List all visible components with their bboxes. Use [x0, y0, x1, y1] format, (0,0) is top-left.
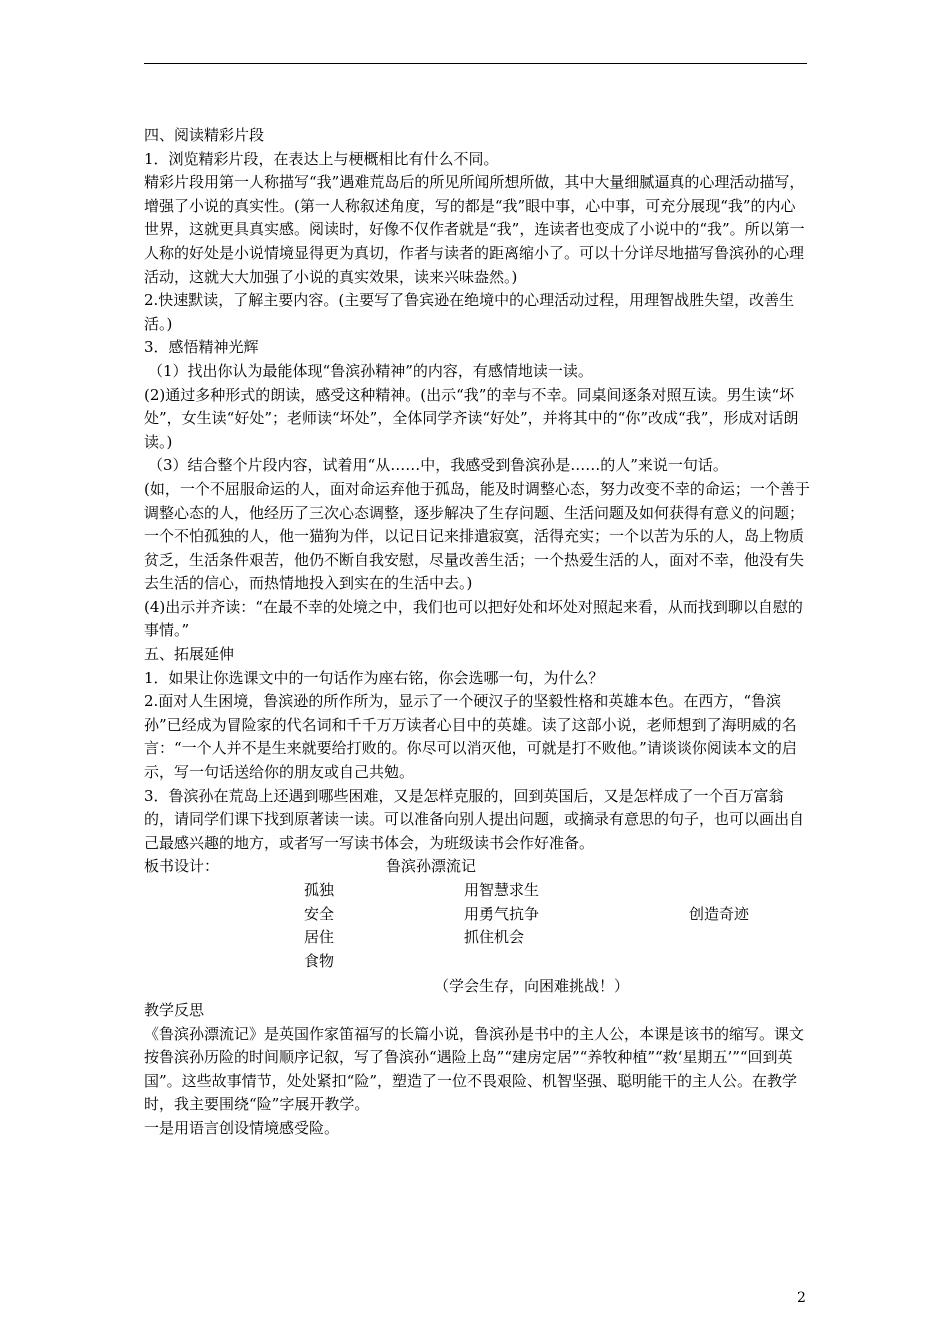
header-rule — [144, 63, 807, 64]
board-col1-item: 食物 — [304, 951, 335, 970]
section4-heading: 四、阅读精彩片段 — [144, 126, 265, 144]
board-col2-item: 用勇气抗争 — [464, 904, 540, 923]
document-body — [144, 124, 810, 1141]
board-col2-item: 用智慧求生 — [464, 881, 540, 899]
board-col3-item: 创造奇迹 — [689, 904, 750, 923]
section4-item3-heading: 3．感悟精神光辉 — [144, 338, 259, 357]
reflection-heading: 教学反思 — [144, 1001, 205, 1019]
board-col1-item: 居住 — [304, 928, 335, 947]
blackboard-design — [144, 855, 810, 975]
section4-item1-answer: 精彩片段用第一人称描写“我”遇难荒岛后的所见所闻所想所做，其中大量细腻逼真的心理活动描写，增强了小说的真实性。(第一人称叙述角度，写的都是“我”眼中事，心中事，可充分展现“我”的内心世界，这就更具真实感。阅读时，好像不仅作者就是“我”，连读者也变成了小说中的“我”。所以第一人称的好处是小说情境显得更为真切，作者与读者的距离缩小了。可以十分详尽地描写鲁滨孙的心理活动，这就大大加强了小说的真实效果，读来兴味盎然。) — [144, 173, 805, 286]
section5-heading: 五、拓展延伸 — [144, 645, 235, 664]
section4-item1-question: 1．浏览精彩片段，在表达上与梗概相比有什么不同。 — [144, 149, 499, 168]
board-col1-item: 安全 — [304, 904, 335, 923]
section5-item2: 2.面对人生困境，鲁滨逊的所作所为，显示了一个硬汉子的坚毅性格和英雄本色。在西方，“鲁滨孙”已经成为冒险家的代名词和千千万万读者心目中的英雄。读了这部小说，老师想到了海明威的名言：“一个人并不是生来就要给打败的。你尽可以消灭他，可就是打不败他。”请谈谈你阅读本文的启示，写一句话送给你的朋友或自己共勉。 — [144, 692, 797, 782]
reflection-para1: 《鲁滨孙漂流记》是英国作家笛福写的长篇小说，鲁滨孙是书中的主人公，本课是该书的缩写。课文按鲁滨孙历险的时间顺序记叙，写了鲁滨孙“遇险上岛”“建房定居”“养牧种植”“救‘星期五’”“回到英国”。这些故事情节，处处紧扣“险”，塑造了一位不畏艰险、机智坚强、聪明能干的主人公。在教学时，我主要围绕“险”字展开教学。 — [144, 1024, 805, 1114]
section4-item3-3-example: (如，一个不屈服命运的人，面对命运弃他于孤岛，能及时调整心态，努力改变不幸的命运；一个善于调整心态的人，他经历了三次心态调整，逐步解决了生存问题、生活问题及如何获得有意义的问题；一个不怕孤独的人，他一猫狗为伴，以记日记来排遣寂寞，活得充实；一个以苦为乐的人，岛上物质贫乏，生活条件艰苦，他仍不断自我安慰，尽量改善生活；一个热爱生活的人，面对不幸，他没有失去生活的信心，而热情地投入到实在的生活中去。) — [144, 479, 810, 593]
board-slogan: （学会生存，向困难挑战！） — [434, 977, 630, 996]
reflection-para2: 一是用语言创设情境感受险。 — [144, 1118, 340, 1137]
section4-item3-3: （3）结合整个片段内容，试着用“从……中，我感受到鲁滨孙是……的人”来说一句话。 — [148, 456, 728, 475]
board-col2-item: 抓住机会 — [464, 928, 525, 947]
section4-item3-2: (2)通过多种形式的朗读，感受这种精神。(出示“我”的幸与不幸。同桌间逐条对照互读。男生读“坏处”，女生读“好处”；老师读“坏处”，全体同学齐读“好处”，并将其中的“你”改成“我”，形成对话朗读。) — [144, 385, 799, 451]
section4-item2: 2.快速默读，了解主要内容。(主要写了鲁宾逊在绝境中的心理活动过程，用理智战胜失望，改善生活。) — [144, 291, 795, 333]
section5-item3: 3．鲁滨孙在荒岛上还遇到哪些困难，又是怎样克服的，回到英国后，又是怎样成了一个百万富翁的，请同学们课下找到原著读一读。可以准备向别人提出问题，或摘录有意思的句子，也可以画出自己最感兴趣的地方，或者写一写读书体会，为班级读书会作好准备。 — [144, 786, 805, 852]
page-number: 2 — [797, 1290, 806, 1306]
board-title: 鲁滨孙漂流记 — [386, 857, 477, 876]
board-label: 板书设计： — [144, 857, 220, 876]
section5-item1: 1．如果让你选课文中的一句话作为座右铭，你会选哪一句，为什么？ — [144, 668, 604, 687]
board-col1-item: 孤独 — [304, 881, 335, 899]
section4-item3-4: (4)出示并齐读：“在最不幸的处境之中，我们也可以把好处和坏处对照起来看，从而找到聊以自慰的事情。” — [144, 597, 803, 640]
section4-item3-1: （1）找出你认为最能体现“鲁滨孙精神”的内容，有感情地读一读。 — [148, 361, 593, 380]
